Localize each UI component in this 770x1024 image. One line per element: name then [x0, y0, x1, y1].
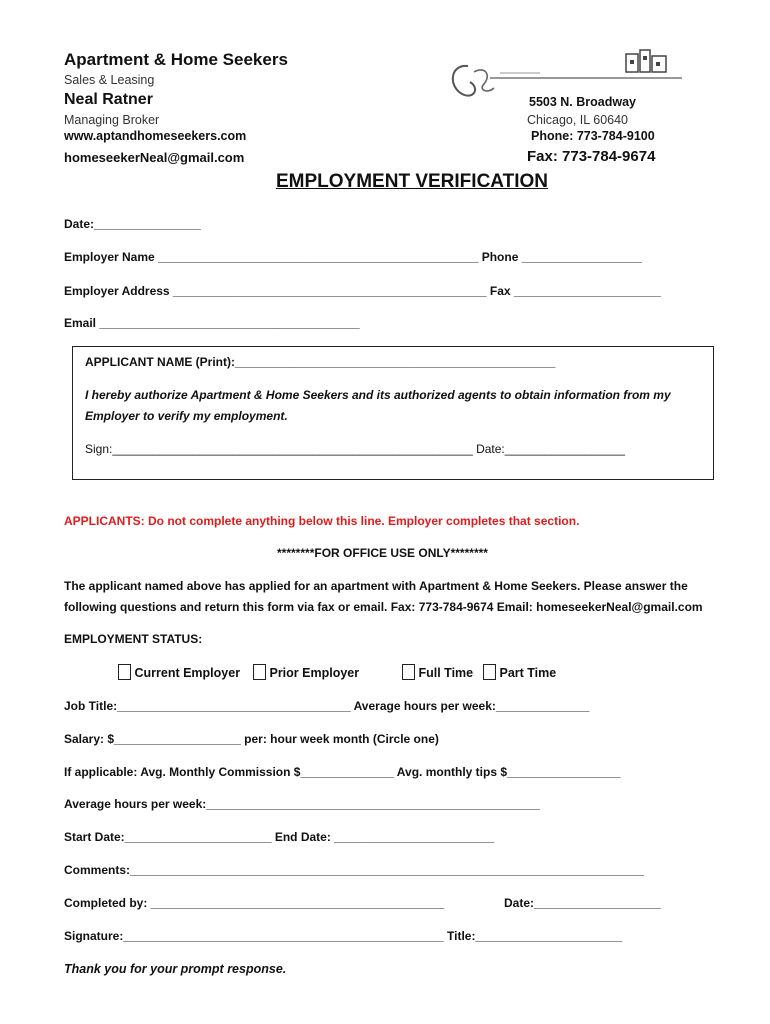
- broker-name: Neal Ratner: [64, 91, 153, 108]
- comments-field[interactable]: Comments:_____________________________________________________________________________: [64, 863, 644, 877]
- applicant-name-field[interactable]: APPLICANT NAME (Print):________________________________________________: [85, 355, 556, 369]
- address-line2: Chicago, IL 60640: [527, 113, 629, 127]
- applicant-section: [72, 346, 714, 480]
- fax-number: Fax: 773-784-9674: [527, 148, 656, 165]
- current-employer-label: Current Employer: [134, 666, 241, 680]
- email-field[interactable]: Email _______________________________________: [64, 316, 360, 330]
- office-use-banner: ********FOR OFFICE USE ONLY********: [277, 546, 488, 560]
- salary-field[interactable]: Salary: $___________________ per: hour week month (Circle one): [64, 732, 439, 746]
- signature-field[interactable]: Signature:________________________________________________ Title:______________________: [64, 929, 623, 943]
- checkbox-icon[interactable]: [483, 664, 496, 680]
- prior-employer-option[interactable]: [253, 664, 359, 680]
- employer-notice: APPLICANTS: Do not complete anything below this line. Employer completes that section.: [64, 514, 580, 528]
- checkbox-icon[interactable]: [402, 664, 415, 680]
- page-title: EMPLOYMENT VERIFICATION: [276, 171, 548, 192]
- website-link[interactable]: www.aptandhomeseekers.com: [64, 129, 247, 143]
- completed-by-field[interactable]: Completed by: ____________________________________________: [64, 896, 445, 910]
- contact-email[interactable]: homeseekerNeal@gmail.com: [64, 150, 245, 165]
- employer-address-field[interactable]: Employer Address _______________________________________________ Fax ______________________: [64, 284, 661, 298]
- start-end-date-field[interactable]: Start Date:______________________ End Date: ________________________: [64, 830, 495, 844]
- broker-role: Managing Broker: [64, 113, 160, 127]
- employment-status-label: EMPLOYMENT STATUS:: [64, 632, 203, 646]
- phone-number: Phone: 773-784-9100: [531, 129, 655, 143]
- date-field[interactable]: Date:________________: [64, 217, 201, 231]
- intro-text-1: The applicant named above has applied for an apartment with Apartment & Home Seekers. Please answer the: [64, 579, 688, 593]
- commission-field[interactable]: If applicable: Avg. Monthly Commission $______________ Avg. monthly tips $_________________: [64, 765, 621, 779]
- checkbox-icon[interactable]: [253, 664, 266, 680]
- part-time-label: Part Time: [499, 666, 557, 680]
- completed-date-field[interactable]: Date:___________________: [504, 896, 661, 910]
- average-hours-field[interactable]: Average hours per week:__________________________________________________: [64, 797, 540, 811]
- authorization-text-2: Employer to verify my employment.: [85, 409, 288, 423]
- current-employer-option[interactable]: [118, 664, 240, 680]
- intro-text-2: following questions and return this form via fax or email. Fax: 773-784-9674 Email: homeseekerNeal@gmail.com: [64, 600, 703, 614]
- prior-employer-label: Prior Employer: [269, 666, 360, 680]
- company-tagline: Sales & Leasing: [64, 73, 155, 87]
- sign-field[interactable]: Sign:______________________________________________________ Date:__________________: [85, 442, 625, 456]
- employer-name-field[interactable]: Employer Name ________________________________________________ Phone __________________: [64, 250, 642, 264]
- authorization-text: I hereby authorize Apartment & Home Seekers and its authorized agents to obtain information from my: [85, 388, 671, 402]
- full-time-label: Full Time: [418, 666, 474, 680]
- full-time-option[interactable]: [402, 664, 473, 680]
- checkbox-icon[interactable]: [118, 664, 131, 680]
- thank-you-text: Thank you for your prompt response.: [64, 962, 287, 976]
- company-name: Apartment & Home Seekers: [64, 50, 288, 69]
- part-time-option[interactable]: [483, 664, 556, 680]
- job-title-field[interactable]: Job Title:___________________________________ Average hours per week:______________: [64, 699, 590, 713]
- address-line1: 5503 N. Broadway: [529, 95, 636, 109]
